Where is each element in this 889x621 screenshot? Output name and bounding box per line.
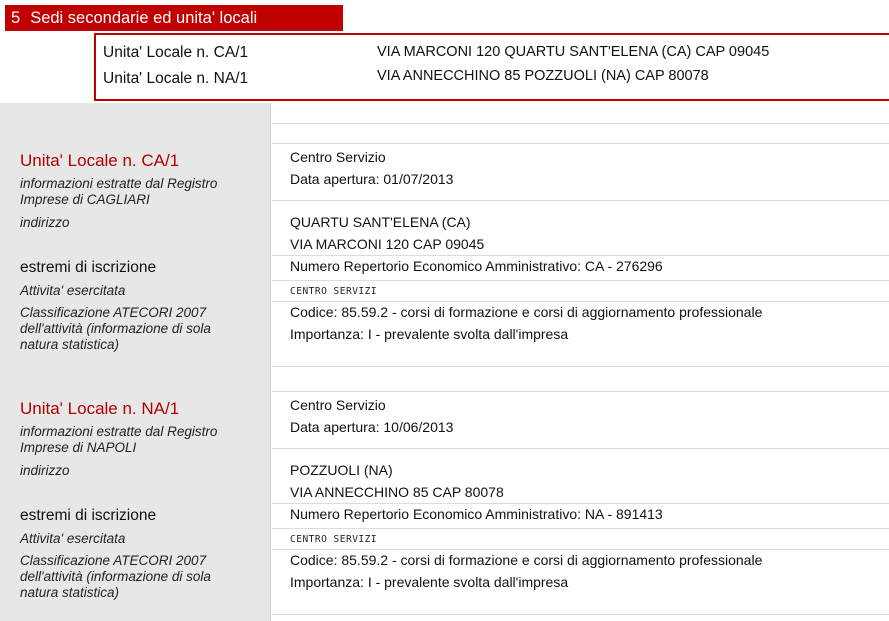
row-divider [272, 301, 889, 302]
row-divider [272, 448, 889, 449]
row-divider [272, 391, 889, 392]
summary-unit-address-1: VIA MARCONI 120 QUARTU SANT'ELENA (CA) CAP 09045 [377, 44, 770, 60]
rea-number: Numero Repertorio Economico Amministrativo: CA - 276296 [290, 258, 663, 274]
ateco-code: Codice: 85.59.2 - corsi di formazione e corsi di aggiornamento professionale [290, 552, 763, 568]
registration-label: estremi di iscrizione [20, 507, 157, 524]
row-divider [272, 200, 889, 201]
row-divider [272, 366, 889, 367]
row-divider [272, 123, 889, 124]
row-divider [272, 549, 889, 550]
row-divider [272, 614, 889, 615]
address-label: indirizzo [20, 463, 70, 478]
classification-label: Classificazione ATECORI 2007 dell'attività (informazione di sola natura statistica) [20, 305, 211, 352]
activity-label: Attivita' esercitata [20, 283, 126, 298]
activity-value: CENTRO SERVIZI [290, 286, 378, 297]
opening-date: Data apertura: 01/07/2013 [290, 171, 454, 187]
section-title: Sedi secondarie ed unita' locali [30, 9, 258, 27]
summary-unit-label-2: Unita' Locale n. NA/1 [103, 70, 249, 87]
address-street: VIA ANNECCHINO 85 CAP 80078 [290, 484, 504, 500]
ateco-code: Codice: 85.59.2 - corsi di formazione e corsi di aggiornamento professionale [290, 304, 763, 320]
summary-unit-label-1: Unita' Locale n. CA/1 [103, 44, 249, 61]
row-divider [272, 503, 889, 504]
activity-value: CENTRO SERVIZI [290, 534, 378, 545]
address-label: indirizzo [20, 215, 70, 230]
summary-unit-address-2: VIA ANNECCHINO 85 POZZUOLI (NA) CAP 80078 [377, 68, 709, 84]
registry-note: informazioni estratte dal Registro Imprese di NAPOLI [20, 424, 218, 455]
unit-title: Unita' Locale n. CA/1 [20, 151, 180, 170]
address-city: POZZUOLI (NA) [290, 462, 393, 478]
section-header [5, 5, 343, 31]
row-divider [272, 143, 889, 144]
row-divider [272, 255, 889, 256]
address-city: QUARTU SANT'ELENA (CA) [290, 214, 471, 230]
classification-label: Classificazione ATECORI 2007 dell'attività (informazione di sola natura statistica) [20, 553, 211, 600]
unit-type: Centro Servizio [290, 149, 386, 165]
unit-type: Centro Servizio [290, 397, 386, 413]
row-divider [272, 528, 889, 529]
unit-title: Unita' Locale n. NA/1 [20, 399, 180, 418]
rea-number: Numero Repertorio Economico Amministrativo: NA - 891413 [290, 506, 663, 522]
registry-note: informazioni estratte dal Registro Imprese di CAGLIARI [20, 176, 218, 207]
section-number: 5 [11, 9, 21, 27]
ateco-importance: Importanza: I - prevalente svolta dall'impresa [290, 326, 569, 342]
row-divider [272, 280, 889, 281]
address-street: VIA MARCONI 120 CAP 09045 [290, 236, 485, 252]
opening-date: Data apertura: 10/06/2013 [290, 419, 454, 435]
ateco-importance: Importanza: I - prevalente svolta dall'impresa [290, 574, 569, 590]
registration-label: estremi di iscrizione [20, 259, 157, 276]
column-divider [270, 103, 271, 621]
activity-label: Attivita' esercitata [20, 531, 126, 546]
